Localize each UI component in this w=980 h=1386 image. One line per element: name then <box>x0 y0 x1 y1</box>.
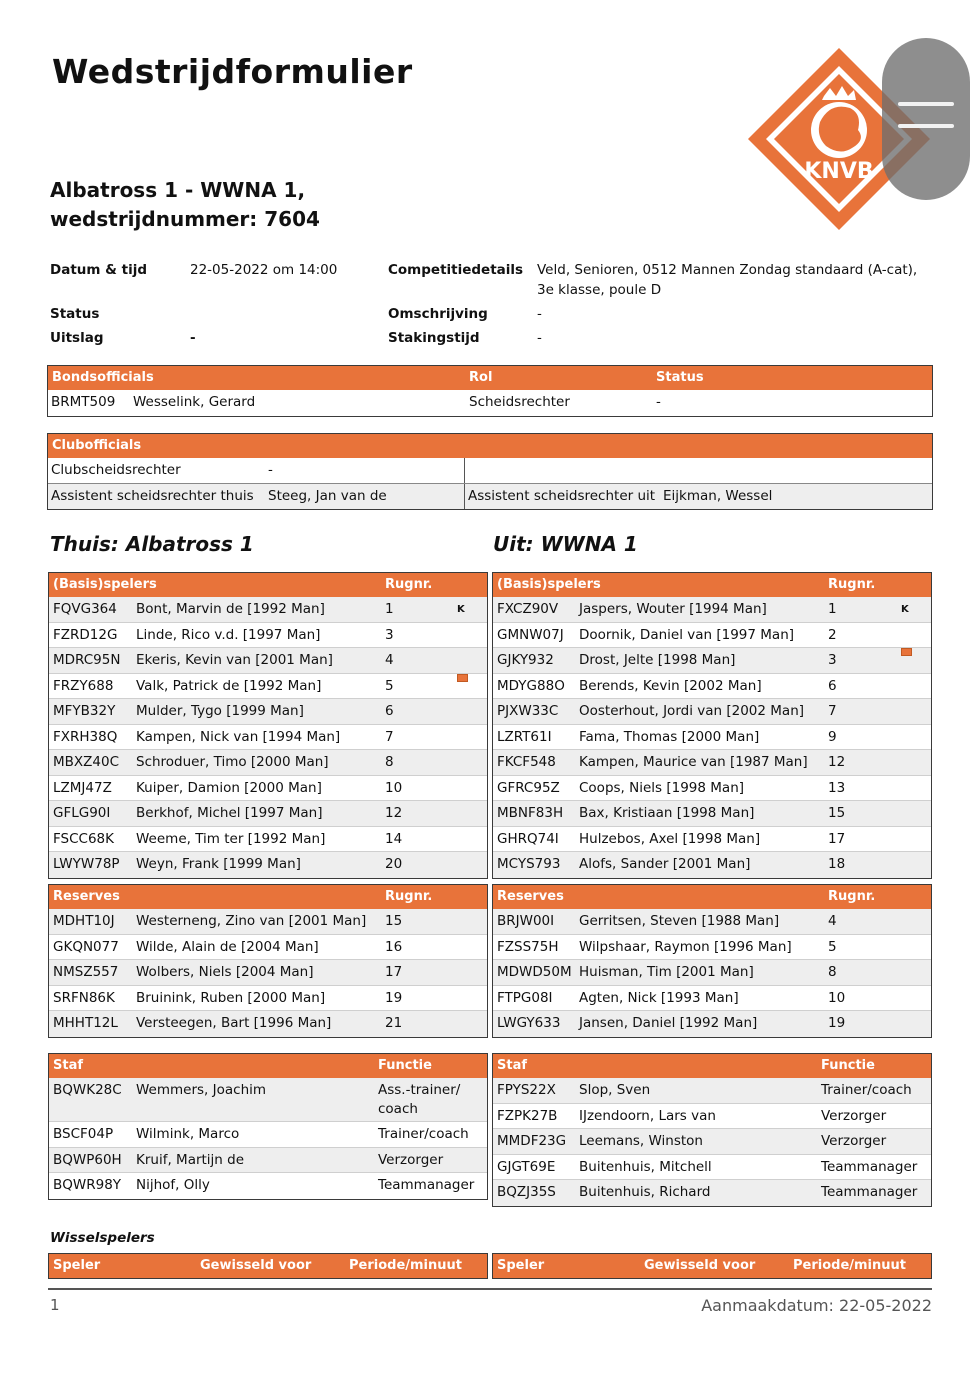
player-nr: 6 <box>385 703 394 719</box>
bondsofficials-header <box>48 366 932 390</box>
bondsofficials-header-rol: Rol <box>469 370 493 385</box>
staf-functie: Verzorger <box>821 1133 887 1149</box>
player-nr: 16 <box>385 938 403 955</box>
table-row <box>493 935 931 961</box>
table-row <box>493 852 931 878</box>
home-players-body <box>49 597 487 878</box>
knvb-logo-text: KNVB <box>804 159 874 184</box>
player-code: SRFN86K <box>53 989 115 1006</box>
player-nr: 3 <box>385 626 394 643</box>
table-row <box>493 623 931 649</box>
player-nr: 19 <box>828 1015 846 1031</box>
player-code: BRJW00I <box>497 913 555 929</box>
player-nr: 12 <box>385 805 403 821</box>
player-name: Huisman, Tim [2001 Man] <box>579 964 754 980</box>
staf-code: FPYS22X <box>497 1082 556 1098</box>
player-name: Wolbers, Niels [2004 Man] <box>136 964 314 980</box>
away-reserves-body <box>493 909 931 1037</box>
yellow-card-icon <box>457 674 468 682</box>
away-reserves-header-nr: Rugnr. <box>828 889 876 904</box>
player-nr: 1 <box>385 601 394 617</box>
player-name: Schroduer, Timo [2000 Man] <box>136 754 329 770</box>
player-code: FKCF548 <box>497 754 556 770</box>
away-players-header-label: (Basis)spelers <box>497 577 601 592</box>
player-name: Oosterhout, Jordi van [2002 Man] <box>579 703 805 719</box>
staf-name: Buitenhuis, Mitchell <box>579 1158 712 1175</box>
table-row <box>49 1173 487 1199</box>
datum-value: 22-05-2022 om 14:00 <box>190 262 338 278</box>
player-nr: 8 <box>385 754 394 770</box>
bondsofficials-header-name: Bondsofficials <box>52 370 154 385</box>
table-row <box>493 725 931 751</box>
table-row <box>493 909 931 935</box>
player-code: MDRC95N <box>53 652 121 668</box>
table-row <box>493 674 931 700</box>
staf-functie: Ass.-trainer/ coach <box>378 1082 461 1117</box>
player-nr: 14 <box>385 830 403 847</box>
player-name: Hulzebos, Axel [1998 Man] <box>579 830 761 847</box>
staf-code: FZPK27B <box>497 1107 558 1124</box>
assistent-thuis-label: Assistent scheidsrechter thuis <box>51 487 254 504</box>
player-name: Fama, Thomas [2000 Man] <box>579 728 760 745</box>
player-name: Bruinink, Ruben [2000 Man] <box>136 989 326 1006</box>
menu-icon-line-bottom <box>898 124 954 128</box>
player-name: Bax, Kristiaan [1998 Man] <box>579 805 755 821</box>
table-row <box>493 960 931 986</box>
table-row <box>493 1155 931 1181</box>
player-name: Mulder, Tygo [1999 Man] <box>136 703 304 719</box>
player-nr: 21 <box>385 1015 403 1031</box>
home-players-header <box>49 573 487 597</box>
official-code: BRMT509 <box>51 394 116 410</box>
player-name: Ekeris, Kevin van [2001 Man] <box>136 652 333 668</box>
home-staf-body <box>49 1078 487 1199</box>
table-row <box>493 1078 931 1104</box>
away-wissel-header-speler: Speler <box>497 1258 545 1273</box>
player-code: MDWD50M <box>497 964 572 980</box>
staf-name: Buitenhuis, Richard <box>579 1184 711 1200</box>
uitslag-label: Uitslag <box>50 330 104 346</box>
player-code: FSCC68K <box>53 830 114 847</box>
staf-code: MMDF23G <box>497 1133 567 1149</box>
away-staf-header <box>493 1054 931 1078</box>
away-reserves-header <box>493 885 931 909</box>
table-row <box>49 699 487 725</box>
home-wissel-header-periode: Periode/minuut <box>349 1258 462 1273</box>
player-code: GHRQ74I <box>497 830 559 847</box>
home-wissel-table <box>48 1253 488 1279</box>
away-team-title: Uit: WWNA 1 <box>493 532 638 556</box>
player-nr: 8 <box>828 964 837 980</box>
away-players-body <box>493 597 931 878</box>
table-row <box>493 1180 931 1206</box>
home-wissel-header-speler: Speler <box>53 1258 101 1273</box>
player-nr: 4 <box>385 652 394 668</box>
home-staf-header <box>49 1054 487 1078</box>
table-row <box>493 597 931 623</box>
home-reserves-body <box>49 909 487 1037</box>
away-staf-body <box>493 1078 931 1206</box>
table-row <box>493 827 931 853</box>
player-code: GJKY932 <box>497 652 554 668</box>
away-staf-table <box>492 1053 932 1207</box>
player-name: Jaspers, Wouter [1994 Man] <box>579 601 767 617</box>
stakingstijd-label: Stakingstijd <box>388 330 480 346</box>
player-nr: 5 <box>828 938 837 955</box>
table-row <box>49 648 487 674</box>
player-nr: 19 <box>385 989 403 1006</box>
home-reserves-header-label: Reserves <box>53 889 120 904</box>
table-row <box>49 1078 487 1122</box>
column-divider <box>464 484 465 510</box>
away-wissel-header-periode: Periode/minuut <box>793 1258 906 1273</box>
player-code: LZMJ47Z <box>53 779 112 796</box>
official-name: Wesselink, Gerard <box>133 394 256 410</box>
assistent-thuis-value: Steeg, Jan van de <box>268 487 387 504</box>
table-row <box>49 623 487 649</box>
player-name: Wilpshaar, Raymon [1996 Man] <box>579 938 792 955</box>
competitie-value-line1: Veld, Senioren, 0512 Mannen Zondag standaard (A-cat), <box>537 262 918 278</box>
staf-name: Leemans, Winston <box>579 1133 703 1149</box>
home-reserves-header <box>49 885 487 909</box>
status-label: Status <box>50 306 100 322</box>
home-staf-header-functie: Functie <box>378 1058 432 1073</box>
table-row <box>493 648 931 674</box>
away-players-table <box>492 572 932 879</box>
home-staf-table <box>48 1053 488 1200</box>
home-wissel-header <box>49 1254 487 1278</box>
staf-name: Wemmers, Joachim <box>136 1082 267 1098</box>
staf-functie: Verzorger <box>821 1107 887 1124</box>
page-title: Wedstrijdformulier <box>52 52 413 91</box>
staf-code: BQWK28C <box>53 1082 122 1098</box>
staf-name: Wilmink, Marco <box>136 1126 240 1142</box>
clubofficials-header-label: Clubofficials <box>52 438 142 453</box>
yellow-card-icon <box>901 648 912 656</box>
player-name: Alofs, Sander [2001 Man] <box>579 856 751 872</box>
player-code: MCYS793 <box>497 856 561 872</box>
player-name: Berkhof, Michel [1997 Man] <box>136 805 323 821</box>
away-players-header-nr: Rugnr. <box>828 577 876 592</box>
table-row <box>48 458 932 484</box>
away-players-header <box>493 573 931 597</box>
player-code: MBNF83H <box>497 805 564 821</box>
home-team-title: Thuis: Albatross 1 <box>50 532 254 556</box>
player-name: Coops, Niels [1998 Man] <box>579 779 745 796</box>
table-row <box>49 1011 487 1037</box>
staf-code: BQWR98Y <box>53 1177 122 1193</box>
menu-button[interactable] <box>882 38 970 200</box>
datum-label: Datum & tijd <box>50 262 147 278</box>
away-wissel-table <box>492 1253 932 1279</box>
staf-name: Nijhof, Olly <box>136 1177 210 1193</box>
player-nr: 2 <box>828 626 837 643</box>
player-code: FXRH38Q <box>53 728 118 745</box>
clubscheidsrechter-label: Clubscheidsrechter <box>51 462 181 478</box>
away-wissel-header <box>493 1254 931 1278</box>
player-nr: 1 <box>828 601 837 617</box>
table-row <box>493 699 931 725</box>
home-staf-header-label: Staf <box>53 1058 84 1073</box>
competitie-value-line2: 3e klasse, poule D <box>537 282 662 298</box>
official-status: - <box>656 394 661 410</box>
staf-name: IJzendoorn, Lars van <box>579 1107 716 1124</box>
player-nr: 17 <box>385 964 403 980</box>
player-nr: 13 <box>828 779 846 796</box>
footer-divider <box>48 1288 932 1290</box>
player-code: GFLG90I <box>53 805 111 821</box>
table-row <box>493 801 931 827</box>
table-row <box>49 909 487 935</box>
table-row <box>49 725 487 751</box>
player-code: MDYG88O <box>497 677 565 694</box>
bondsofficials-table <box>47 365 933 417</box>
captain-mark: K <box>457 604 465 615</box>
table-row <box>49 1122 487 1148</box>
home-players-header-label: (Basis)spelers <box>53 577 157 592</box>
away-reserves-header-label: Reserves <box>497 889 564 904</box>
player-code: MDHT10J <box>53 913 115 929</box>
wisselspelers-title: Wisselspelers <box>50 1230 155 1246</box>
player-nr: 3 <box>828 652 837 668</box>
omschrijving-value: - <box>537 306 542 322</box>
player-name: Westerneng, Zino van [2001 Man] <box>136 913 367 929</box>
player-code: NMSZ557 <box>53 964 119 980</box>
table-row <box>493 1104 931 1130</box>
player-name: Versteegen, Bart [1996 Man] <box>136 1015 332 1031</box>
player-code: GMNW07J <box>497 626 564 643</box>
staf-functie: Verzorger <box>378 1151 444 1168</box>
table-row <box>493 1129 931 1155</box>
player-nr: 17 <box>828 830 846 847</box>
table-row <box>49 852 487 878</box>
player-code: PJXW33C <box>497 703 559 719</box>
staf-code: BSCF04P <box>53 1126 114 1142</box>
player-name: Kuiper, Damion [2000 Man] <box>136 779 322 796</box>
player-name: Drost, Jelte [1998 Man] <box>579 652 736 668</box>
clubofficials-table <box>47 433 933 510</box>
table-row <box>49 935 487 961</box>
home-reserves-header-nr: Rugnr. <box>385 889 433 904</box>
player-code: FRZY688 <box>53 677 114 694</box>
assistent-uit-value: Eijkman, Wessel <box>663 487 773 504</box>
player-nr: 15 <box>385 913 403 929</box>
table-row <box>49 960 487 986</box>
home-wissel-header-voor: Gewisseld voor <box>200 1258 312 1273</box>
player-nr: 10 <box>828 989 846 1006</box>
table-row <box>48 390 932 416</box>
table-row <box>49 750 487 776</box>
staf-functie: Teammanager <box>821 1184 918 1200</box>
player-nr: 6 <box>828 677 837 694</box>
page-number: 1 <box>50 1296 60 1314</box>
player-nr: 4 <box>828 913 837 929</box>
table-row <box>49 827 487 853</box>
player-name: Linde, Rico v.d. [1997 Man] <box>136 626 321 643</box>
player-name: Agten, Nick [1993 Man] <box>579 989 739 1006</box>
player-code: FQVG364 <box>53 601 117 617</box>
player-name: Doornik, Daniel van [1997 Man] <box>579 626 795 643</box>
player-name: Kampen, Nick van [1994 Man] <box>136 728 341 745</box>
staf-functie: Trainer/coach <box>378 1126 469 1142</box>
player-nr: 18 <box>828 856 846 872</box>
player-name: Weeme, Tim ter [1992 Man] <box>136 830 326 847</box>
omschrijving-label: Omschrijving <box>388 306 488 322</box>
stakingstijd-value: - <box>537 330 542 346</box>
clubscheidsrechter-value: - <box>268 462 273 478</box>
player-name: Weyn, Frank [1999 Man] <box>136 856 301 872</box>
player-nr: 12 <box>828 754 846 770</box>
player-name: Wilde, Alain de [2004 Man] <box>136 938 319 955</box>
player-code: GFRC95Z <box>497 779 560 796</box>
assistent-uit-label: Assistent scheidsrechter uit <box>468 487 656 504</box>
player-name: Valk, Patrick de [1992 Man] <box>136 677 322 694</box>
official-rol: Scheidsrechter <box>469 394 570 410</box>
clubofficials-header <box>48 434 932 458</box>
staf-functie: Trainer/coach <box>821 1082 912 1098</box>
player-nr: 20 <box>385 856 403 872</box>
table-row <box>493 750 931 776</box>
player-code: GKQN077 <box>53 938 119 955</box>
player-name: Berends, Kevin [2002 Man] <box>579 677 762 694</box>
staf-functie: Teammanager <box>821 1158 918 1175</box>
player-nr: 15 <box>828 805 846 821</box>
competitie-label: Competitiedetails <box>388 262 524 278</box>
away-reserves-table <box>492 884 932 1038</box>
player-code: MFYB32Y <box>53 703 116 719</box>
table-row <box>493 986 931 1012</box>
away-wissel-header-voor: Gewisseld voor <box>644 1258 756 1273</box>
bondsofficials-header-status: Status <box>656 370 704 385</box>
table-row <box>49 597 487 623</box>
player-code: FZSS75H <box>497 938 559 955</box>
match-number: wedstrijdnummer: 7604 <box>50 207 320 231</box>
table-row <box>49 801 487 827</box>
match-teams: Albatross 1 - WWNA 1, <box>50 178 306 202</box>
table-row <box>49 1148 487 1174</box>
staf-name: Slop, Sven <box>579 1082 651 1098</box>
uitslag-value: - <box>190 330 196 346</box>
player-nr: 7 <box>828 703 837 719</box>
staf-functie: Teammanager <box>378 1177 475 1193</box>
player-nr: 7 <box>385 728 394 745</box>
away-staf-header-functie: Functie <box>821 1058 875 1073</box>
home-players-table <box>48 572 488 879</box>
staf-name: Kruif, Martijn de <box>136 1151 245 1168</box>
player-name: Kampen, Maurice van [1987 Man] <box>579 754 808 770</box>
away-staf-header-label: Staf <box>497 1058 528 1073</box>
player-code: FXCZ90V <box>497 601 559 617</box>
staf-code: BQZJ35S <box>497 1184 556 1200</box>
player-code: MBXZ40C <box>53 754 120 770</box>
player-code: MHHT12L <box>53 1015 118 1031</box>
table-row <box>48 484 932 510</box>
player-code: FZRD12G <box>53 626 118 643</box>
player-name: Bont, Marvin de [1992 Man] <box>136 601 325 617</box>
player-nr: 10 <box>385 779 403 796</box>
column-divider <box>464 458 465 483</box>
table-row <box>493 776 931 802</box>
home-players-header-nr: Rugnr. <box>385 577 433 592</box>
captain-mark: K <box>901 604 909 615</box>
menu-icon-line-top <box>898 102 954 106</box>
table-row <box>49 776 487 802</box>
player-code: LZRT61I <box>497 728 552 745</box>
staf-code: BQWP60H <box>53 1151 122 1168</box>
player-nr: 5 <box>385 677 394 694</box>
match-title <box>50 176 320 234</box>
table-row <box>49 986 487 1012</box>
player-name: Gerritsen, Steven [1988 Man] <box>579 913 780 929</box>
creation-date: Aanmaakdatum: 22-05-2022 <box>701 1296 932 1315</box>
player-code: LWGY633 <box>497 1015 561 1031</box>
player-code: LWYW78P <box>53 856 120 872</box>
player-name: Jansen, Daniel [1992 Man] <box>579 1015 758 1031</box>
table-row <box>49 674 487 700</box>
player-code: FTPG08I <box>497 989 553 1006</box>
player-nr: 9 <box>828 728 837 745</box>
table-row <box>493 1011 931 1037</box>
staf-code: GJGT69E <box>497 1158 556 1175</box>
home-reserves-table <box>48 884 488 1038</box>
